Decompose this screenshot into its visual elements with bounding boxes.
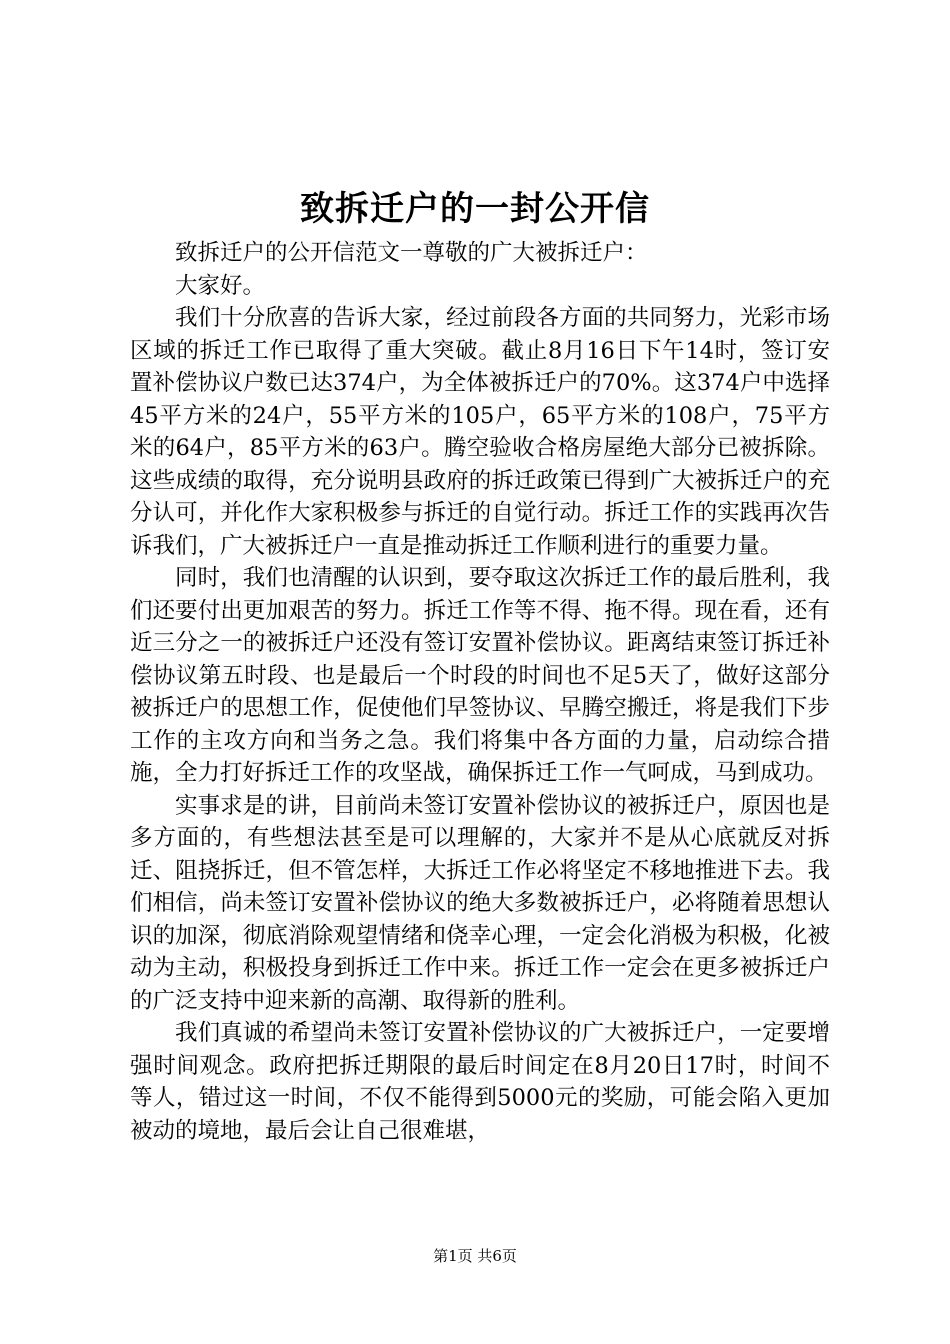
paragraph-greeting: 大家好。: [175, 272, 266, 299]
document-title: 致拆迁户的一封公开信: [300, 189, 650, 229]
paragraph-progress: 我们十分欣喜的告诉大家，经过前段各方面的共同努力，光彩市场区域的拆迁工作已取得了重大突破。截止8月16日下午14时，签订安置补偿协议户数已达374户，为全体被拆迁户的70%。这374户中选择45平方米的24户，55平方米的105户，65平方米的108户，75平方米的64户，85平方米的63户。腾空验收合格房屋绝大部分已被拆除。这些成绩的取得，充分说明县政府的拆迁政策已得到广大被拆迁户的充分认可，并化作大家积极参与拆迁的自觉行动。拆迁工作的实践再次告诉我们，广大被拆迁户一直是推动拆迁工作顺利进行的重要力量。: [130, 305, 830, 559]
paragraph-salutation: 致拆迁户的公开信范文一尊敬的广大被拆迁户：: [175, 240, 648, 266]
page-number-footer: 第1页 共6页: [433, 1247, 517, 1265]
paragraph-deadline: 我们真诚的希望尚未签订安置补偿协议的广大被拆迁户，一定要增强时间观念。政府把拆迁期限的最后时间定在8月20日17时，时间不等人，错过这一时间，不仅不能得到5000元的奖励，可能会陷入更加被动的境地，最后会让自己很难堪，: [130, 1020, 830, 1144]
paragraph-understanding: 实事求是的讲，目前尚未签订安置补偿协议的被拆迁户，原因也是多方面的，有些想法甚至是可以理解的，大家并不是从心底就反对拆迁、阻挠拆迁，但不管怎样，大拆迁工作必将坚定不移地推进下去。我们相信，尚未签订安置补偿协议的绝大多数被拆迁户，必将随着思想认识的加深，彻底消除观望情绪和侥幸心理，一定会化消极为积极，化被动为主动，积极投身到拆迁工作中来。拆迁工作一定会在更多被拆迁户的广泛支持中迎来新的高潮、取得新的胜利。: [130, 792, 830, 1014]
document-body: [130, 237, 830, 1147]
paragraph-challenges: 同时，我们也清醒的认识到，要夺取这次拆迁工作的最后胜利，我们还要付出更加艰苦的努力。拆迁工作等不得、拖不得。现在看，还有近三分之一的被拆迁户还没有签订安置补偿协议。距离结束签订拆迁补偿协议第五时段、也是最后一个时段的时间也不足5天了，做好这部分被拆迁户的思想工作，促使他们早签协议、早腾空搬迁，将是我们下步工作的主攻方向和当务之急。我们将集中各方面的力量，启动综合措施，全力打好拆迁工作的攻坚战，确保拆迁工作一气呵成，马到成功。: [130, 565, 830, 786]
